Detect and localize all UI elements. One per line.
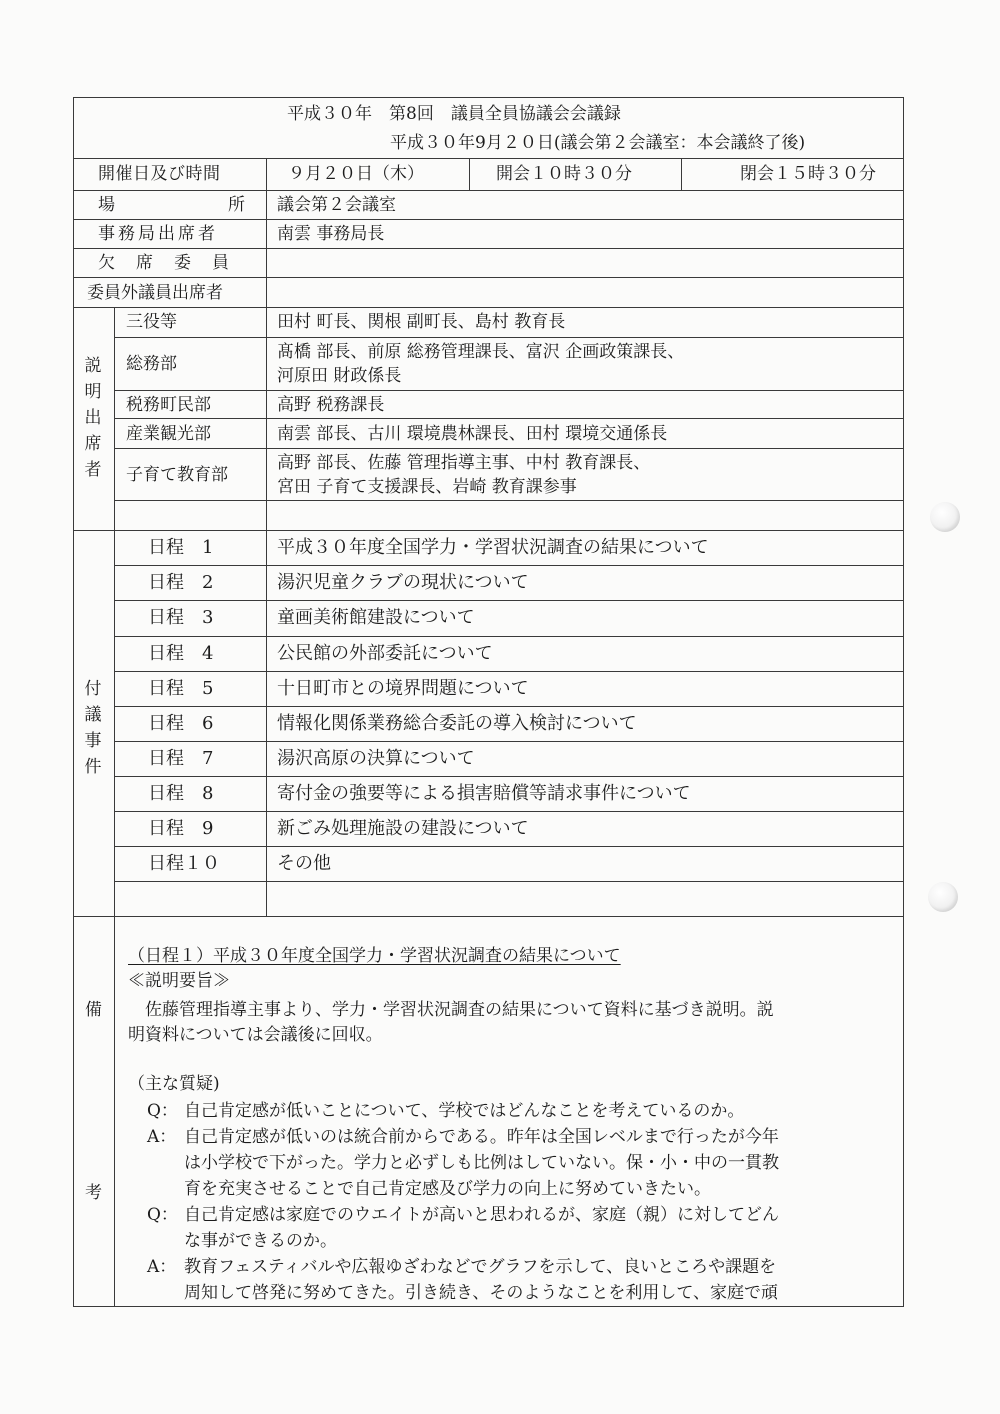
- punch-hole: [930, 502, 960, 532]
- section-label-char: 議: [84, 705, 102, 725]
- row-divider: [114, 500, 904, 501]
- agenda-number: 日程 4: [148, 643, 214, 664]
- row-divider: [114, 565, 904, 566]
- table-border-left: [73, 97, 74, 1306]
- section-label-char: 事: [84, 731, 102, 751]
- qa-text: な事ができるのか。: [184, 1231, 337, 1251]
- document-subtitle: 平成３０年9月２０日(議会第２会議室：本会議終了後): [390, 133, 806, 153]
- row-divider: [114, 600, 904, 601]
- open-time: 開会１０時３０分: [496, 164, 632, 184]
- place-value: 議会第２会議室: [277, 195, 396, 215]
- agenda-number: 日程 1: [148, 537, 214, 558]
- agenda-number: 日程１０: [148, 853, 220, 874]
- section-label-char: 付: [84, 679, 102, 699]
- close-time: 閉会１５時３０分: [740, 164, 876, 184]
- row-divider: [114, 706, 904, 707]
- agenda-title: 新ごみ処理施設の建設について: [277, 818, 529, 839]
- table-border-right: [903, 97, 904, 1306]
- column-divider: [469, 158, 470, 190]
- column-divider: [266, 158, 267, 916]
- agenda-title: 十日町市との境界問題について: [277, 678, 529, 699]
- date-time-label: 開催日及び時間: [98, 164, 221, 184]
- agenda-title: 公民館の外部委託について: [277, 643, 493, 664]
- summary-label: ≪説明要旨≫: [128, 971, 230, 991]
- agenda-number: 日程 6: [148, 713, 214, 734]
- secretariat-value: 南雲 事務局長: [277, 224, 385, 244]
- agenda-section-label: [82, 676, 104, 780]
- table-border-bottom: [73, 1306, 904, 1307]
- column-divider: [114, 307, 115, 1306]
- remarks-label-top: 備: [85, 1000, 102, 1020]
- row-divider: [73, 277, 904, 278]
- column-divider: [681, 158, 682, 190]
- attendee-names: 宮田 子育て支援課長、岩崎 教育課参事: [277, 477, 577, 497]
- row-divider: [114, 881, 904, 882]
- section-label-char: 出: [84, 408, 102, 428]
- agenda-number: 日程 2: [148, 572, 214, 593]
- qa-label: （主な質疑): [128, 1074, 220, 1094]
- row-divider: [73, 248, 904, 249]
- attendee-names: 髙橋 部長、前原 総務管理課長、富沢 企画政策課長、: [277, 342, 685, 362]
- row-divider: [114, 448, 904, 449]
- qa-text: 育を充実させることで自己肯定感及び学力の向上に努めていきたい。: [184, 1179, 711, 1199]
- attendee-names: 高野 税務課長: [277, 395, 385, 415]
- section-label-char: 者: [84, 460, 102, 480]
- department-name: 産業観光部: [126, 424, 211, 444]
- qa-text: 自己肯定感は家庭でのウエイトが高いと思われるが、家庭（親）に対してどん: [184, 1205, 779, 1225]
- qa-text: は小学校で下がった。学力と必ずしも比例はしていない。保・小・中の一貫教: [184, 1153, 779, 1173]
- row-divider: [73, 158, 904, 159]
- agenda-number: 日程 7: [148, 748, 214, 769]
- row-divider: [73, 190, 904, 191]
- section-label-char: 説: [84, 356, 102, 376]
- table-border-top: [73, 97, 904, 98]
- non-member-attendees-label: 委員外議員出席者: [87, 283, 223, 303]
- agenda-number: 日程 3: [148, 607, 214, 628]
- agenda-number: 日程 9: [148, 818, 214, 839]
- row-divider: [114, 811, 904, 812]
- qa-text: 自己肯定感が低いことについて、学校ではどんなことを考えているのか。: [184, 1101, 745, 1121]
- remarks-label-bottom: 考: [85, 1183, 102, 1203]
- department-name: 三役等: [126, 312, 177, 332]
- remarks-heading: （日程１）平成３０年度全国学力・学習状況調査の結果について: [128, 946, 621, 966]
- agenda-title: その他: [277, 853, 331, 874]
- summary-text: 佐藤管理指導主事より、学力・学習状況調査の結果について資料に基づき説明。説: [128, 1000, 774, 1020]
- qa-tag: Q：: [147, 1101, 178, 1121]
- attendee-names: 田村 町長、関根 副町長、島村 教育長: [277, 312, 566, 332]
- row-divider: [114, 337, 904, 338]
- agenda-title: 情報化関係業務総合委託の導入検討について: [277, 713, 637, 734]
- qa-tag: Q：: [147, 1205, 178, 1225]
- absent-members-label: 欠 席 委 員: [98, 253, 231, 273]
- row-divider: [114, 671, 904, 672]
- row-divider: [114, 636, 904, 637]
- row-divider: [73, 307, 904, 308]
- section-label-char: 明: [84, 382, 102, 402]
- agenda-title: 湯沢児童クラブの現状について: [277, 572, 529, 593]
- punch-hole: [928, 882, 958, 912]
- row-divider: [114, 390, 904, 391]
- agenda-number: 日程 8: [148, 783, 214, 804]
- agenda-number: 日程 5: [148, 678, 214, 699]
- agenda-title: 童画美術館建設について: [277, 607, 475, 628]
- qa-text: 教育フェスティバルや広報ゆざわなどでグラフを示して、良いところや課題を: [184, 1257, 777, 1277]
- qa-text: 周知して啓発に努めてきた。引き続き、そのようなことを利用して、家庭で頑: [184, 1283, 778, 1303]
- summary-text: 明資料については会議後に回収。: [128, 1025, 383, 1045]
- row-divider: [73, 530, 904, 531]
- agenda-title: 寄付金の強要等による損害賠償等請求事件について: [277, 783, 691, 804]
- row-divider: [114, 776, 904, 777]
- secretariat-label: 事務局出席者: [98, 224, 218, 244]
- row-divider: [114, 741, 904, 742]
- row-divider: [114, 418, 904, 419]
- attendee-names: 南雲 部長、古川 環境農林課長、田村 環境交通係長: [277, 424, 668, 444]
- row-divider: [114, 846, 904, 847]
- section-label-char: 件: [84, 757, 102, 777]
- attendee-names: 高野 部長、佐藤 管理指導主事、中村 教育課長、: [277, 453, 651, 473]
- attendees-section-label: [82, 353, 104, 483]
- agenda-title: 湯沢高原の決算について: [277, 748, 475, 769]
- place-label: 場: [98, 195, 115, 215]
- department-name: 子育て教育部: [126, 465, 228, 485]
- qa-tag: A：: [147, 1127, 177, 1147]
- qa-tag: A：: [147, 1257, 177, 1277]
- agenda-title: 平成３０年度全国学力・学習状況調査の結果について: [277, 537, 709, 558]
- row-divider: [73, 916, 904, 917]
- department-name: 総務部: [126, 354, 177, 374]
- qa-text: 自己肯定感が低いのは統合前からである。昨年は全国レベルまで行ったが今年: [184, 1127, 779, 1147]
- section-label-char: 席: [84, 434, 102, 454]
- row-divider: [73, 219, 904, 220]
- place-label-2: 所: [228, 195, 245, 215]
- department-name: 税務町民部: [126, 395, 211, 415]
- document-title: 平成３０年 第8回 議員全員協議会会議録: [287, 104, 621, 124]
- meeting-date: ９月２０日（木）: [288, 164, 424, 184]
- attendee-names: 河原田 財政係長: [277, 366, 402, 386]
